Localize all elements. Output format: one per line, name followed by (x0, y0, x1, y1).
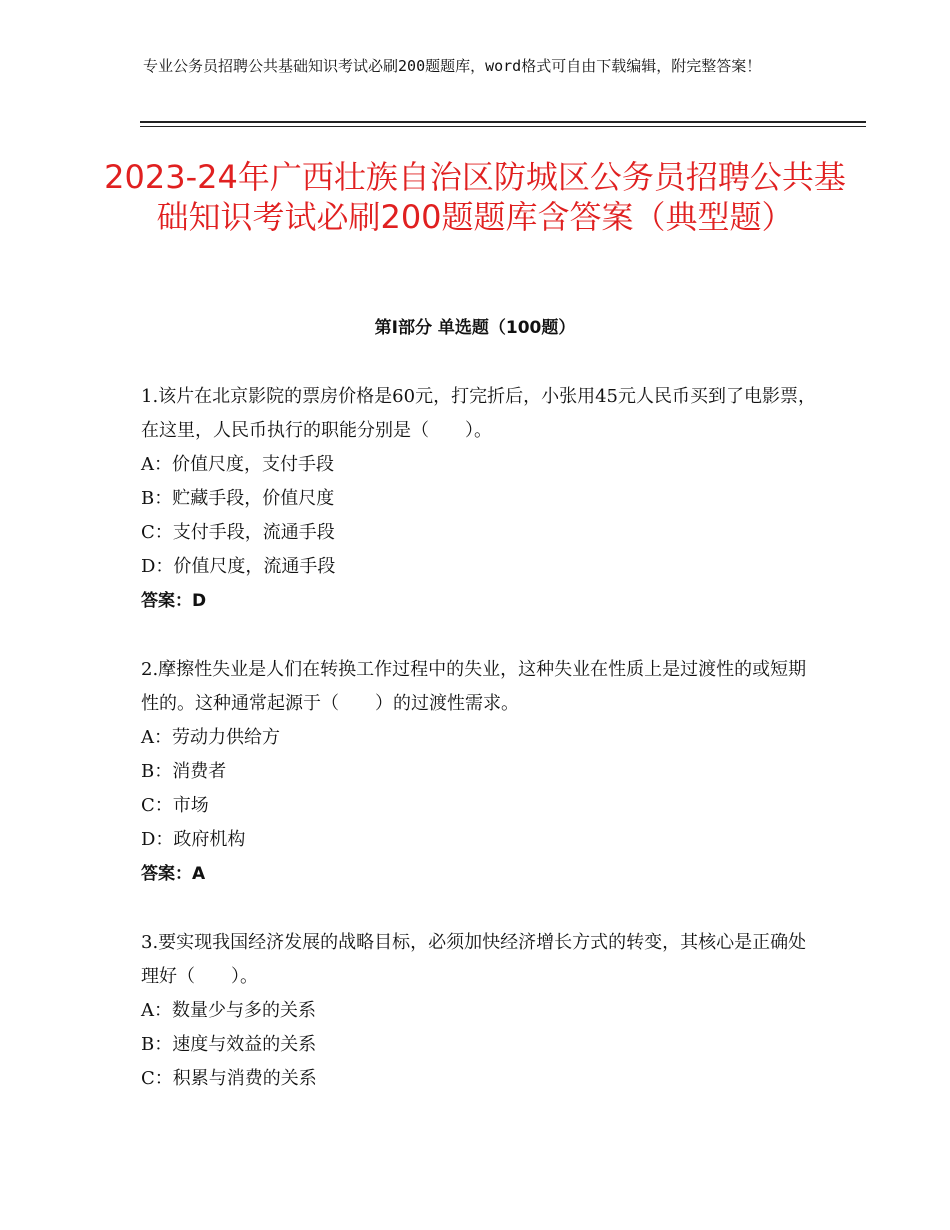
option-a: A：价值尺度，支付手段 (141, 454, 334, 475)
question-2 (141, 653, 821, 891)
section-heading: 第Ⅰ部分 单选题（100题） (374, 318, 576, 338)
option-b: B：贮藏手段，价值尺度 (141, 488, 335, 509)
question-3 (141, 926, 821, 1096)
option-b: B：消费者 (141, 761, 227, 782)
question-1 (141, 380, 821, 618)
option-c: C：市场 (141, 795, 209, 816)
option-b: B：速度与效益的关系 (141, 1034, 317, 1055)
answer: 答案：D (141, 591, 207, 611)
option-c: C：支付手段，流通手段 (141, 522, 335, 543)
option-d: D：价值尺度，流通手段 (141, 556, 336, 577)
question-stem: 3.要实现我国经济发展的战略目标，必须加快经济增长方式的转变，其核心是正确处理好（ ）。 (141, 932, 807, 987)
header-note: 专业公务员招聘公共基础知识考试必刷200题题库，word格式可自由下载编辑，附完整答案！ (143, 57, 762, 75)
option-c: C：积累与消费的关系 (141, 1068, 317, 1089)
document-title: 2023-24年广西壮族自治区防城区公务员招聘公共基础知识考试必刷200题题库含答案（典型题） (104, 158, 846, 236)
question-stem: 1.该片在北京影院的票房价格是60元，打完折后，小张用45元人民币买到了电影票，在这里，人民币执行的职能分别是（ ）。 (141, 386, 816, 441)
header-rule-thin (140, 126, 866, 127)
answer: 答案：A (141, 864, 206, 884)
option-a: A：数量少与多的关系 (141, 1000, 316, 1021)
option-a: A：劳动力供给方 (141, 727, 280, 748)
option-d: D：政府机构 (141, 829, 246, 850)
header-rule-thick (140, 121, 866, 123)
question-stem: 2.摩擦性失业是人们在转换工作过程中的失业，这种失业在性质上是过渡性的或短期性的。这种通常起源于（ ）的过渡性需求。 (141, 659, 807, 714)
